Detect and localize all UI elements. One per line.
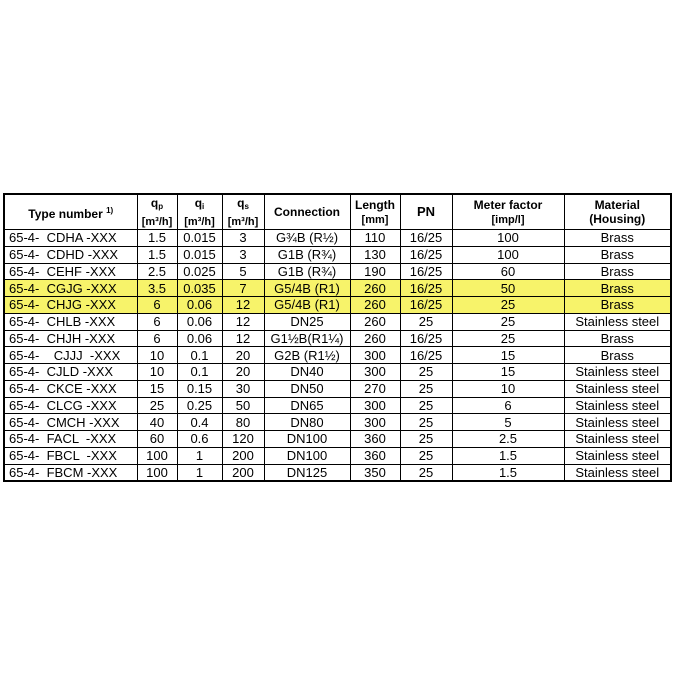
cell-pn: 16/25 [400, 347, 452, 364]
cell-qi: 1 [177, 447, 222, 464]
cell-qs: 5 [222, 263, 264, 280]
cell-type-number: 65-4- CHJG -XXX [4, 297, 137, 314]
table-row [4, 431, 671, 448]
table-row [4, 464, 671, 481]
cell-connection: G1B (R¾) [264, 263, 350, 280]
cell-type-number: 65-4- CDHA -XXX [4, 230, 137, 247]
cell-connection: DN80 [264, 414, 350, 431]
cell-qs: 200 [222, 447, 264, 464]
cell-qp: 100 [137, 447, 177, 464]
cell-meter-factor: 1.5 [452, 464, 564, 481]
header-row [4, 194, 671, 230]
cell-connection: G1B (R¾) [264, 246, 350, 263]
table-row [4, 330, 671, 347]
cell-length: 110 [350, 230, 400, 247]
cell-connection: DN50 [264, 380, 350, 397]
cell-qs: 120 [222, 431, 264, 448]
cell-length: 350 [350, 464, 400, 481]
table-row [4, 246, 671, 263]
cell-pn: 25 [400, 464, 452, 481]
cell-qi: 0.25 [177, 397, 222, 414]
cell-type-number: 65-4- CGJG -XXX [4, 280, 137, 297]
cell-qs: 7 [222, 280, 264, 297]
cell-qs: 20 [222, 364, 264, 381]
cell-connection: G5/4B (R1) [264, 280, 350, 297]
cell-pn: 25 [400, 397, 452, 414]
cell-meter-factor: 25 [452, 313, 564, 330]
cell-material: Brass [564, 230, 671, 247]
cell-type-number: 65-4- FBCL -XXX [4, 447, 137, 464]
header-material: Material (Housing) [564, 194, 671, 230]
meter-spec-table [3, 193, 672, 482]
cell-material: Stainless steel [564, 414, 671, 431]
cell-meter-factor: 15 [452, 364, 564, 381]
cell-length: 360 [350, 431, 400, 448]
cell-qp: 1.5 [137, 246, 177, 263]
table-row [4, 397, 671, 414]
table-row [4, 297, 671, 314]
cell-material: Brass [564, 347, 671, 364]
header-length: Length [mm] [350, 194, 400, 230]
cell-pn: 16/25 [400, 230, 452, 247]
cell-connection: DN125 [264, 464, 350, 481]
cell-material: Stainless steel [564, 464, 671, 481]
table-row [4, 380, 671, 397]
cell-type-number: 65-4- CMCH -XXX [4, 414, 137, 431]
cell-material: Brass [564, 297, 671, 314]
cell-qi: 0.1 [177, 364, 222, 381]
cell-pn: 25 [400, 364, 452, 381]
cell-length: 300 [350, 414, 400, 431]
cell-meter-factor: 50 [452, 280, 564, 297]
cell-material: Stainless steel [564, 313, 671, 330]
cell-qi: 0.06 [177, 297, 222, 314]
cell-qs: 12 [222, 297, 264, 314]
cell-length: 360 [350, 447, 400, 464]
cell-length: 130 [350, 246, 400, 263]
cell-qs: 50 [222, 397, 264, 414]
cell-connection: DN65 [264, 397, 350, 414]
cell-length: 260 [350, 280, 400, 297]
cell-material: Brass [564, 330, 671, 347]
cell-qp: 6 [137, 297, 177, 314]
cell-length: 300 [350, 397, 400, 414]
table-row [4, 313, 671, 330]
cell-qp: 2.5 [137, 263, 177, 280]
cell-meter-factor: 25 [452, 297, 564, 314]
cell-connection: DN100 [264, 431, 350, 448]
header-qp: $q_p$ [m³/h] [137, 194, 177, 230]
table-row [4, 347, 671, 364]
cell-type-number: 65-4- CEHF -XXX [4, 263, 137, 280]
header-qi: $q_i$ [m³/h] [177, 194, 222, 230]
cell-meter-factor: 10 [452, 380, 564, 397]
cell-qp: 40 [137, 414, 177, 431]
cell-pn: 16/25 [400, 297, 452, 314]
cell-pn: 25 [400, 431, 452, 448]
cell-pn: 16/25 [400, 330, 452, 347]
cell-type-number: 65-4- FACL -XXX [4, 431, 137, 448]
cell-qi: 0.035 [177, 280, 222, 297]
cell-qi: 0.06 [177, 330, 222, 347]
cell-qi: 0.15 [177, 380, 222, 397]
cell-pn: 16/25 [400, 263, 452, 280]
cell-meter-factor: 6 [452, 397, 564, 414]
table-row [4, 280, 671, 297]
cell-connection: G1½B(R1¼) [264, 330, 350, 347]
cell-qp: 6 [137, 330, 177, 347]
cell-material: Stainless steel [564, 380, 671, 397]
cell-qp: 3.5 [137, 280, 177, 297]
cell-connection: DN40 [264, 364, 350, 381]
cell-material: Brass [564, 280, 671, 297]
cell-qp: 25 [137, 397, 177, 414]
cell-pn: 16/25 [400, 246, 452, 263]
cell-qi: 1 [177, 464, 222, 481]
cell-type-number: 65-4- CKCE -XXX [4, 380, 137, 397]
cell-length: 260 [350, 313, 400, 330]
cell-material: Stainless steel [564, 431, 671, 448]
cell-connection: DN25 [264, 313, 350, 330]
cell-type-number: 65-4- FBCM -XXX [4, 464, 137, 481]
cell-pn: 25 [400, 313, 452, 330]
cell-qi: 0.015 [177, 230, 222, 247]
cell-type-number: 65-4- CJJJ -XXX [4, 347, 137, 364]
cell-qp: 10 [137, 347, 177, 364]
cell-meter-factor: 100 [452, 230, 564, 247]
cell-pn: 25 [400, 414, 452, 431]
cell-qi: 0.1 [177, 347, 222, 364]
cell-meter-factor: 25 [452, 330, 564, 347]
cell-qs: 12 [222, 313, 264, 330]
cell-meter-factor: 1.5 [452, 447, 564, 464]
cell-type-number: 65-4- CHJH -XXX [4, 330, 137, 347]
cell-meter-factor: 2.5 [452, 431, 564, 448]
cell-type-number: 65-4- CDHD -XXX [4, 246, 137, 263]
cell-qs: 3 [222, 230, 264, 247]
cell-material: Brass [564, 263, 671, 280]
cell-length: 190 [350, 263, 400, 280]
table-row [4, 364, 671, 381]
cell-qi: 0.4 [177, 414, 222, 431]
cell-material: Stainless steel [564, 447, 671, 464]
table-row [4, 414, 671, 431]
cell-pn: 25 [400, 447, 452, 464]
cell-qs: 20 [222, 347, 264, 364]
cell-qp: 10 [137, 364, 177, 381]
cell-qp: 15 [137, 380, 177, 397]
cell-type-number: 65-4- CJLD -XXX [4, 364, 137, 381]
cell-qs: 80 [222, 414, 264, 431]
cell-length: 300 [350, 347, 400, 364]
cell-qp: 100 [137, 464, 177, 481]
cell-qs: 200 [222, 464, 264, 481]
cell-qp: 6 [137, 313, 177, 330]
header-connection: Connection [264, 194, 350, 230]
cell-qi: 0.06 [177, 313, 222, 330]
cell-meter-factor: 100 [452, 246, 564, 263]
cell-qs: 30 [222, 380, 264, 397]
cell-meter-factor: 60 [452, 263, 564, 280]
cell-connection: DN100 [264, 447, 350, 464]
header-qs: $q_s$ [m³/h] [222, 194, 264, 230]
cell-qp: 60 [137, 431, 177, 448]
cell-meter-factor: 15 [452, 347, 564, 364]
cell-material: Stainless steel [564, 397, 671, 414]
table-row [4, 447, 671, 464]
cell-type-number: 65-4- CLCG -XXX [4, 397, 137, 414]
cell-meter-factor: 5 [452, 414, 564, 431]
cell-connection: G2B (R1½) [264, 347, 350, 364]
header-meter-factor: Meter factor [imp/l] [452, 194, 564, 230]
cell-qi: 0.015 [177, 246, 222, 263]
header-pn: PN [400, 194, 452, 230]
cell-qi: 0.025 [177, 263, 222, 280]
cell-length: 260 [350, 297, 400, 314]
cell-qp: 1.5 [137, 230, 177, 247]
cell-length: 270 [350, 380, 400, 397]
cell-length: 260 [350, 330, 400, 347]
cell-qs: 12 [222, 330, 264, 347]
cell-connection: G¾B (R½) [264, 230, 350, 247]
cell-connection: G5/4B (R1) [264, 297, 350, 314]
cell-qi: 0.6 [177, 431, 222, 448]
cell-material: Brass [564, 246, 671, 263]
cell-qs: 3 [222, 246, 264, 263]
table-row [4, 263, 671, 280]
cell-length: 300 [350, 364, 400, 381]
cell-pn: 16/25 [400, 280, 452, 297]
cell-pn: 25 [400, 380, 452, 397]
cell-type-number: 65-4- CHLB -XXX [4, 313, 137, 330]
cell-material: Stainless steel [564, 364, 671, 381]
table-row [4, 230, 671, 247]
header-type-number: Type number $^{1)}$ [4, 194, 137, 230]
